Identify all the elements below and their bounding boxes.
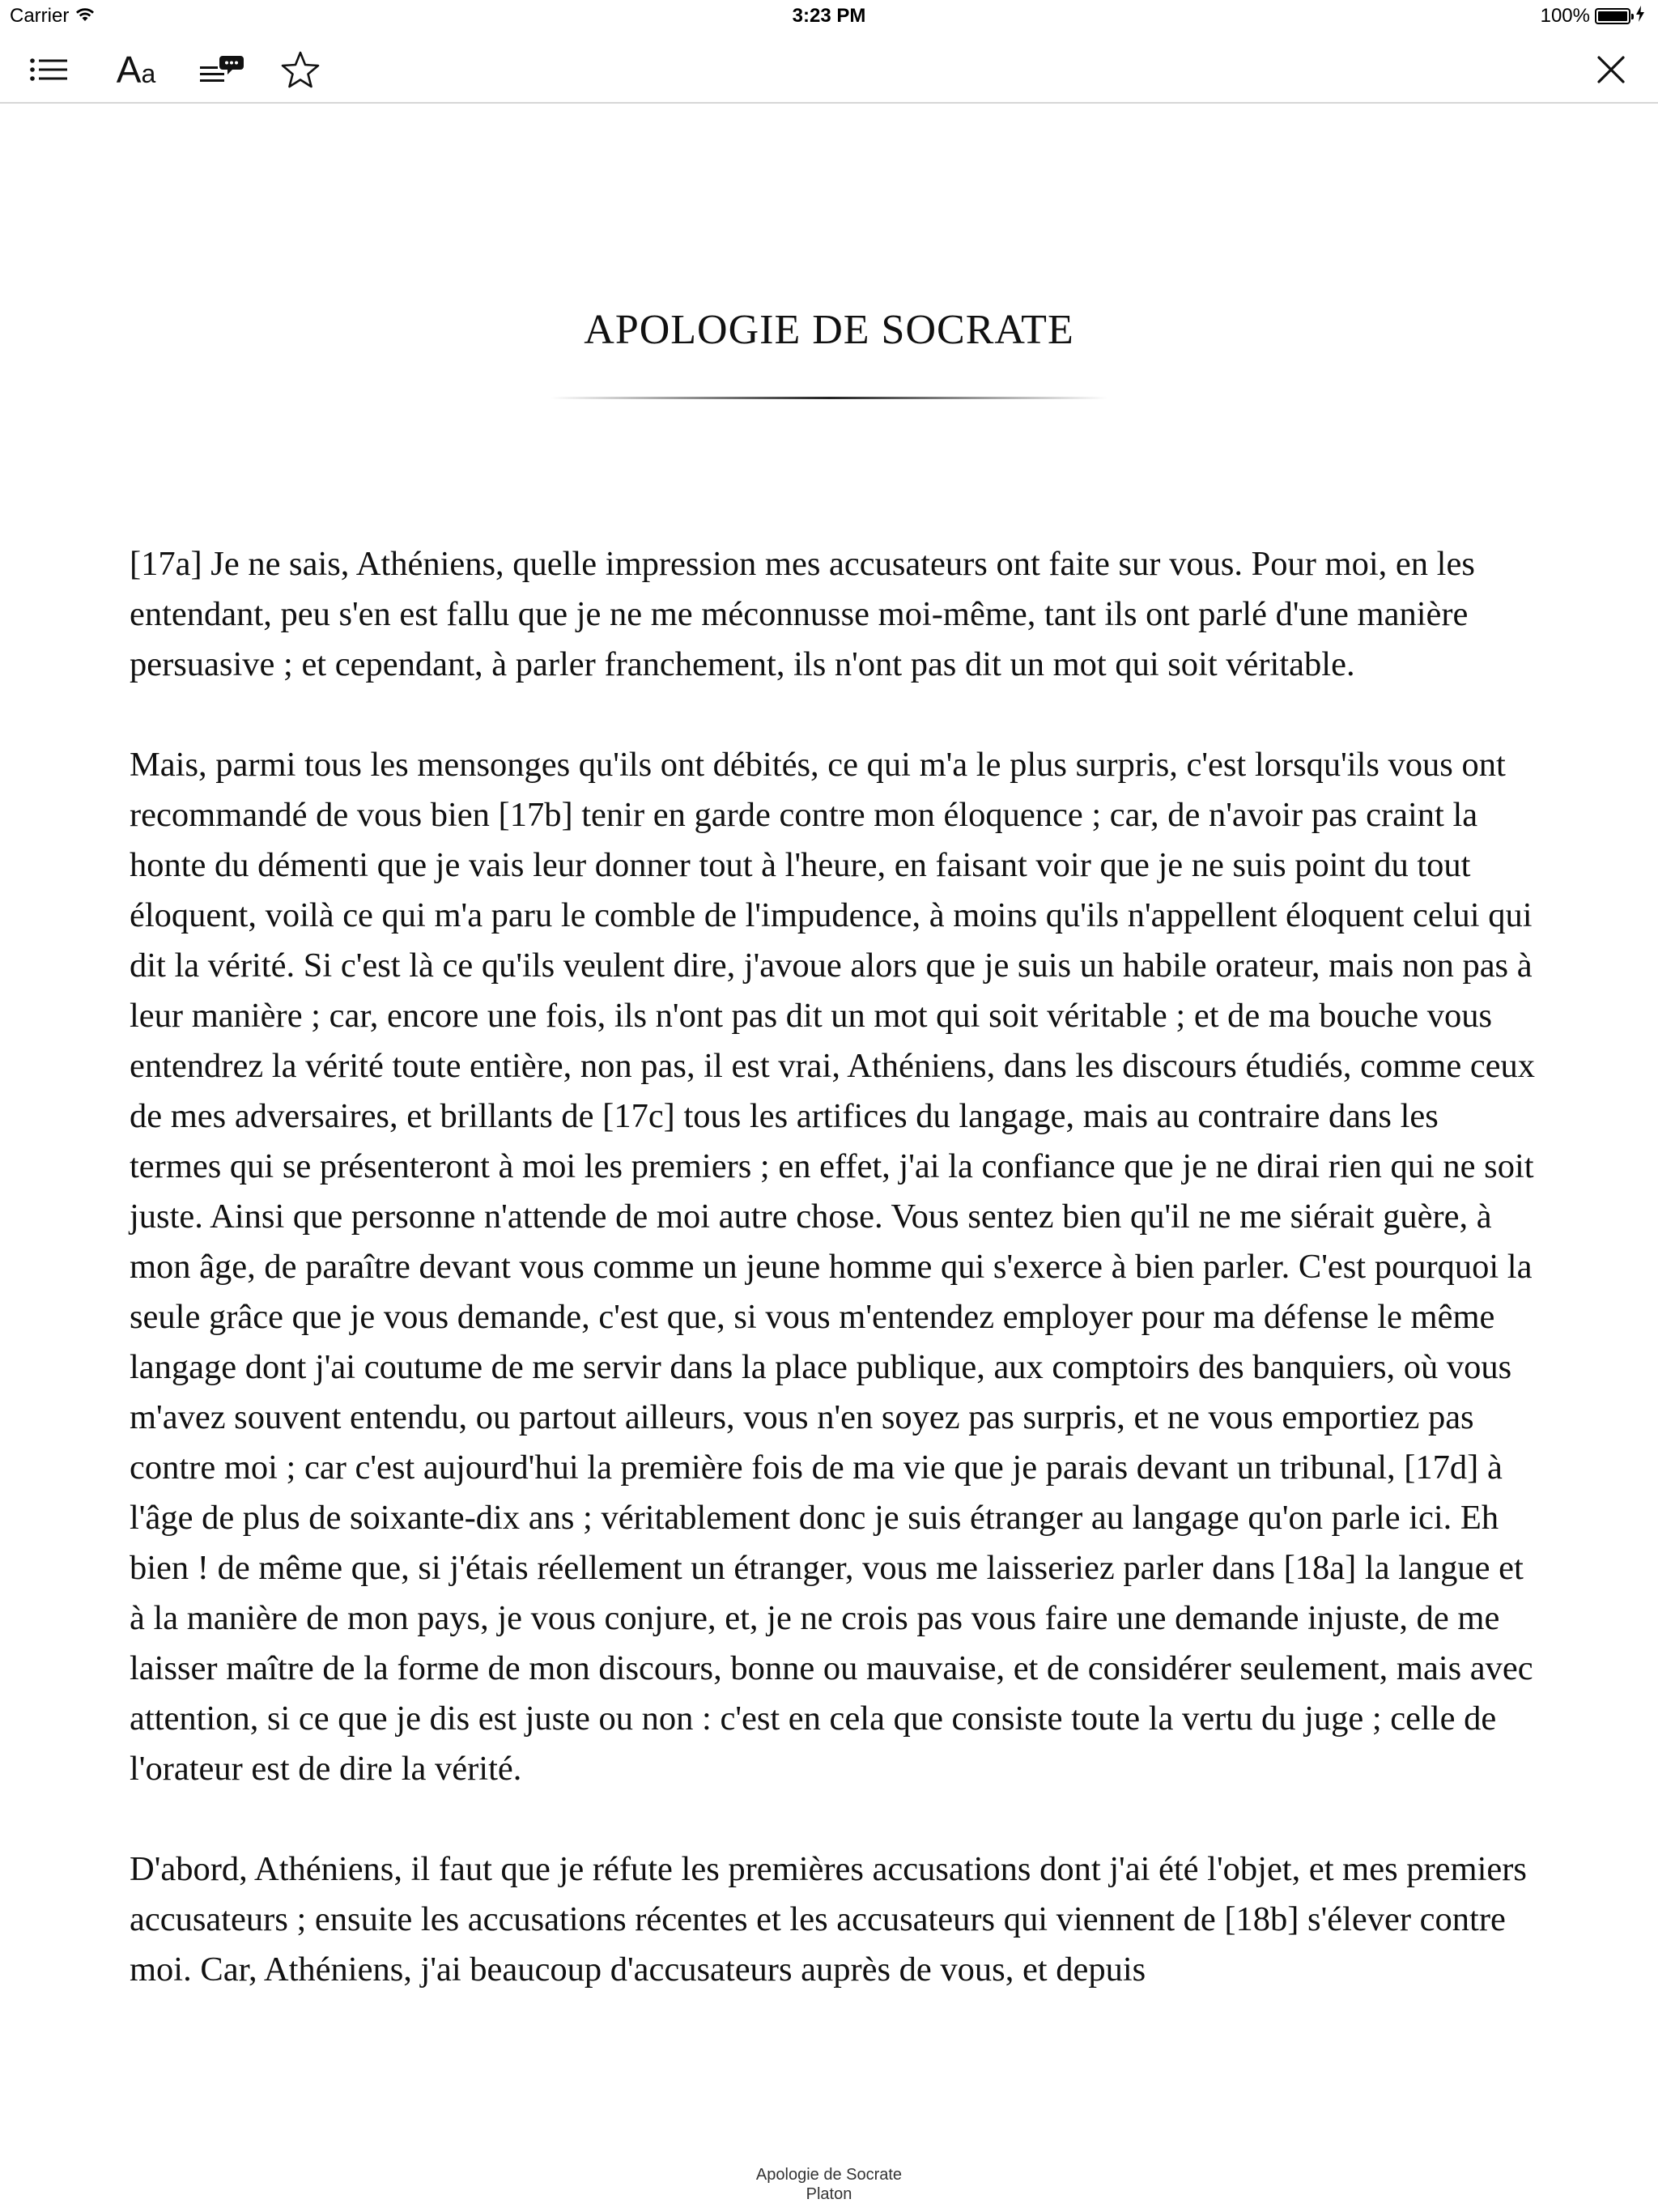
font-icon-small-letter: a — [141, 59, 156, 88]
paragraph: Mais, parmi tous les mensonges qu'ils ont débités, ce qui m'a le plus surpris, c'est lorsqu'ils vous ont recommandé de vous bien [17b] tenir en garde contre mon éloquence ; car, de n'avoir pas craint la honte du démenti que je vais leur donner tout à l'heure, en faisant voir que je ne suis point du tout éloquent, voilà ce qui m'a paru le comble de l'impudence, à moins qu'ils n'appellent éloquent celui qui dit la vérité. Si c'est là ce qu'ils veulent dire, j'avoue alors que je suis un habile orateur, mais non pas à leur manière ; car, encore une fois, ils n'ont pas dit un mot qui soit véritable ; et de ma bouche vous entendrez la vérité toute entière, non pas, il est vrai, Athéniens, dans les discours étudiés, comme ceux de mes adversaires, et brillants de [17c] tous les artifices du langage, mais au contraire dans les termes qui se présenteront à moi les premiers ; en effet, j'ai la confiance que je ne dirai rien qui ne soit juste. Ainsi que personne n'attende de moi autre chose. Vous sentez bien qu'il ne me siérait guère, à mon âge, de paraître devant vous comme un jeune homme qui s'exerce à bien parler. C'est pourquoi la seule grâce que je vous demande, c'est que, si vous m'entendez employer pour ma défense le même langage dont j'ai coutume de me servir dans la place publique, aux comptoirs des banquiers, où vous m'avez souvent entendu, ou partout ailleurs, vous n'en soyez pas surpris, et ne vous emportiez pas contre moi ; car c'est aujourd'hui la première fois de ma vie que je parais devant un tribunal, [17d] à l'âge de plus de soixante-dix ans ; véritablement donc je suis étranger au langage qu'on parle ici. Eh bien ! de même que, si j'étais réellement un étranger, vous me laisseriez parler dans [18a] la langue et à la manière de mon pays, je vous conjure, et, je ne crois pas vous faire une demande injuste, de me laisser maître de la forme de mon discours, bonne ou mauvaise, et de considérer seulement, mais avec attention, si ce que je dis est juste ou non : c'est en cela que consiste toute la vertu du juge ; celle de l'orateur est de dire la vérité. — [130, 746, 1536, 1788]
notes-button[interactable] — [198, 45, 246, 94]
carrier-label: Carrier — [10, 5, 70, 27]
reading-content — [130, 539, 1538, 2045]
notes-icon — [198, 53, 245, 86]
footer-author: Platon — [806, 2185, 852, 2203]
title-divider — [551, 397, 1107, 399]
battery-icon — [1595, 8, 1630, 24]
font-settings-button[interactable] — [112, 45, 160, 94]
list-icon — [30, 57, 67, 82]
status-right — [1541, 5, 1645, 28]
paragraph: [17a] Je ne sais, Athéniens, quelle impression mes accusateurs ont faite sur vous. Pour moi, en les entendant, peu s'en est fallu que je ne me méconnusse moi-même, tant ils ont parlé d'une manière persuasive ; et cependant, à parler franchement, ils n'ont pas dit un mot qui soit véritable. — [130, 545, 1475, 683]
chapter-title: APOLOGIE DE SOCRATE — [584, 307, 1074, 353]
star-icon — [281, 51, 320, 88]
charging-bolt-icon — [1635, 5, 1645, 28]
footer-book-title: Apologie de Socrate — [755, 2166, 903, 2184]
close-icon — [1596, 55, 1626, 84]
status-time: 3:23 PM — [792, 5, 866, 27]
status-bar — [0, 0, 1658, 34]
paragraph: D'abord, Athéniens, il faut que je réfute les premières accusations dont j'ai été l'objet, et mes premiers accusateurs ; ensuite les accusations récentes et les accusateurs qui viennent de [18b] s'élever contre moi. Car, Athéniens, j'ai beaucoup d'accusateurs auprès de vous, et depuis — [130, 1850, 1527, 1989]
bookmark-button[interactable] — [276, 45, 325, 94]
table-of-contents-button[interactable] — [24, 45, 73, 94]
reader-toolbar — [0, 34, 1658, 104]
font-size-icon — [116, 49, 156, 91]
font-icon-big-letter: A — [116, 49, 142, 91]
close-button[interactable] — [1587, 45, 1635, 94]
page-footer — [0, 2165, 1658, 2204]
battery-level — [1598, 11, 1627, 21]
battery-percent: 100% — [1540, 5, 1590, 27]
